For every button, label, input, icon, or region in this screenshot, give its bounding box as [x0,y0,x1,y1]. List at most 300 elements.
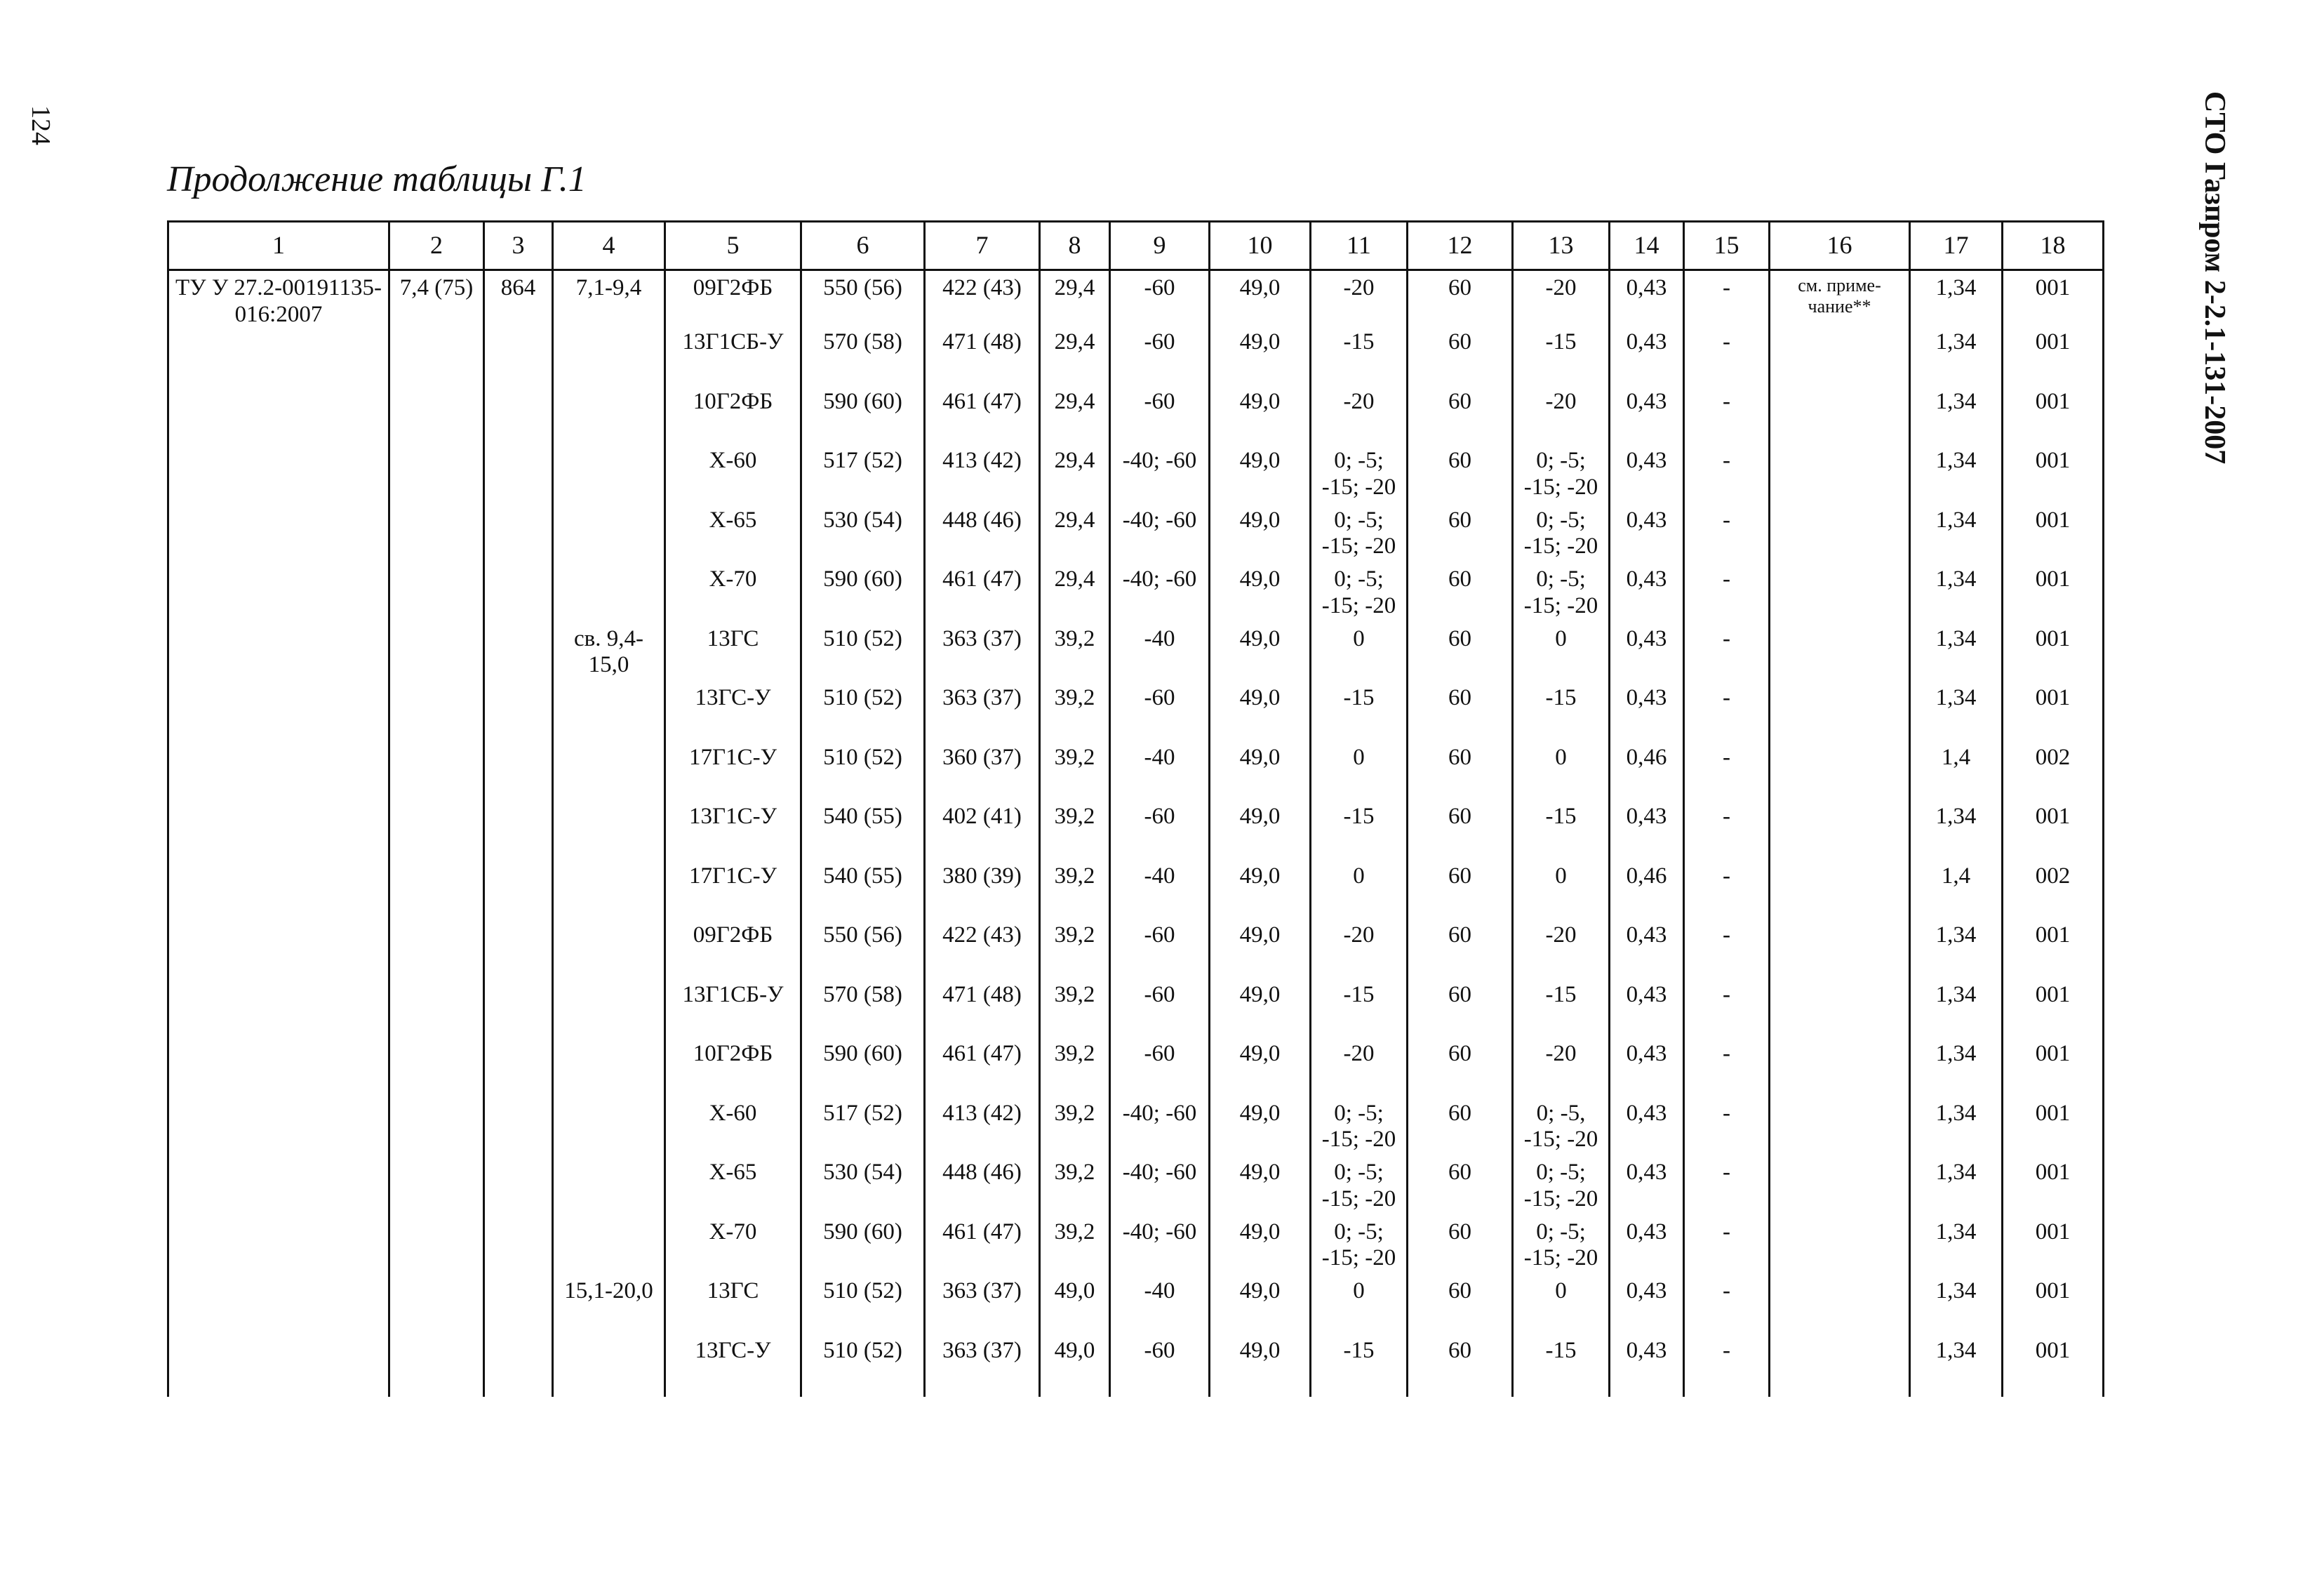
table-cell-col-1 [168,626,389,686]
table-cell-col-3 [484,863,553,923]
table-cell-col-11: -20 [1311,389,1408,449]
table-cell-col-13: -20 [1513,922,1610,982]
table-cell-col-13: -15 [1513,685,1610,745]
table-cell-col-10: 49,0 [1210,329,1311,389]
table-cell-col-17: 1,34 [1910,922,2003,982]
table-cell-col-9: -60 [1110,685,1210,745]
table-cell-col-6: 517 (52) [801,448,925,507]
table-cell-col-9: -60 [1110,270,1210,330]
table-cell-col-9: -60 [1110,922,1210,982]
table-cell-col-1 [168,745,389,804]
table-cell-col-16 [1770,863,1910,923]
table-cell-col-14: 0,43 [1610,1041,1684,1101]
table-cell-col-4 [553,922,665,982]
table-cell-col-8: 39,2 [1040,626,1110,686]
table-cell-col-3 [484,1160,553,1219]
table-row [168,1101,2104,1160]
table-cell-col-11: -15 [1311,804,1408,863]
column-header-6: 6 [801,222,925,270]
table-row [168,566,2104,626]
table-cell-col-18: 001 [2003,1338,2104,1398]
table-cell-col-12: 60 [1408,685,1513,745]
table-row [168,1160,2104,1219]
header-row [168,222,2104,270]
column-header-13: 13 [1513,222,1610,270]
table-cell-col-1 [168,1278,389,1338]
table-cell-col-1 [168,685,389,745]
table-cell-col-12: 60 [1408,389,1513,449]
table-cell-col-18: 001 [2003,566,2104,626]
table-cell-col-9: -40 [1110,745,1210,804]
table-cell-col-3 [484,389,553,449]
table-cell-col-14: 0,43 [1610,329,1684,389]
table-cell-col-15: - [1684,982,1770,1042]
column-header-14: 14 [1610,222,1684,270]
table-cell-col-16 [1770,1160,1910,1219]
table-cell-col-2 [389,566,484,626]
table-cell-col-5: 10Г2ФБ [665,1041,801,1101]
table-cell-col-1 [168,1041,389,1101]
table-cell-col-9: -40; -60 [1110,566,1210,626]
table-cell-col-5: Х-70 [665,1219,801,1279]
table-cell-col-13: -15 [1513,804,1610,863]
table-cell-col-10: 49,0 [1210,685,1311,745]
table-cell-col-16 [1770,745,1910,804]
table-cell-col-12: 60 [1408,270,1513,330]
table-cell-col-8: 39,2 [1040,1041,1110,1101]
table-cell-col-13: -20 [1513,389,1610,449]
table-cell-col-3 [484,1101,553,1160]
table-title: Продолжение таблицы Г.1 [167,159,587,199]
table-row [168,922,2104,982]
table-row [168,745,2104,804]
table-cell-col-12: 60 [1408,1160,1513,1219]
table-cell-col-4 [553,1101,665,1160]
table-cell-col-17: 1,34 [1910,507,2003,567]
table-cell-col-13: 0; -5; -15; -20 [1513,566,1610,626]
table-cell-col-8: 29,4 [1040,329,1110,389]
table-cell-col-1 [168,1160,389,1219]
table-cell-col-17: 1,34 [1910,270,2003,330]
table-cell-col-16 [1770,922,1910,982]
table-cell-col-3 [484,1041,553,1101]
table-cell-col-12: 60 [1408,329,1513,389]
table-cell-col-6: 540 (55) [801,804,925,863]
table-cell-col-2 [389,329,484,389]
table-cell-col-5: Х-65 [665,507,801,567]
table-cell-col-10: 49,0 [1210,1338,1311,1398]
table-cell-col-8: 49,0 [1040,1278,1110,1338]
table-cell-col-14: 0,43 [1610,270,1684,330]
table-cell-col-2 [389,1338,484,1398]
table-cell-col-1 [168,804,389,863]
table-cell-col-6: 530 (54) [801,1160,925,1219]
table-cell-col-5: Х-60 [665,448,801,507]
table-cell-col-2 [389,685,484,745]
table-cell-col-5: Х-70 [665,566,801,626]
table-cell-col-14: 0,43 [1610,1278,1684,1338]
table-cell-col-5: 13ГС [665,626,801,686]
table-cell-col-8: 39,2 [1040,1160,1110,1219]
table-cell-col-7: 402 (41) [925,804,1040,863]
table-cell-col-8: 29,4 [1040,270,1110,330]
data-table [167,220,2104,1397]
table-cell-col-18: 001 [2003,1160,2104,1219]
table-cell-col-12: 60 [1408,448,1513,507]
table-cell-col-11: 0; -5; -15; -20 [1311,1160,1408,1219]
table-cell-col-13: 0 [1513,745,1610,804]
table-cell-col-10: 49,0 [1210,507,1311,567]
table-cell-col-4 [553,329,665,389]
table-cell-col-4: 15,1-20,0 [553,1278,665,1338]
table-cell-col-17: 1,34 [1910,389,2003,449]
table-cell-col-4 [553,685,665,745]
table-cell-col-15: - [1684,626,1770,686]
table-cell-col-15: - [1684,685,1770,745]
table-row [168,270,2104,330]
table-cell-col-7: 380 (39) [925,863,1040,923]
table-cell-col-15: - [1684,1278,1770,1338]
table-cell-col-5: 13Г1СБ-У [665,329,801,389]
table-cell-col-18: 002 [2003,745,2104,804]
table-cell-col-14: 0,43 [1610,1338,1684,1398]
table-cell-col-2 [389,804,484,863]
table-cell-col-4 [553,448,665,507]
table-cell-col-18: 001 [2003,507,2104,567]
table-cell-col-4 [553,1338,665,1398]
table-cell-col-4 [553,566,665,626]
table-cell-col-15: - [1684,448,1770,507]
table-cell-col-15: - [1684,1101,1770,1160]
table-cell-col-5: 13ГС-У [665,685,801,745]
table-cell-col-15: - [1684,389,1770,449]
table-cell-col-16 [1770,507,1910,567]
table-cell-col-9: -40 [1110,1278,1210,1338]
table-cell-col-16 [1770,1278,1910,1338]
table-cell-col-7: 422 (43) [925,270,1040,330]
table-cell-col-17: 1,34 [1910,1101,2003,1160]
table-cell-col-14: 0,46 [1610,745,1684,804]
table-cell-col-16 [1770,1219,1910,1279]
table-cell-col-1 [168,863,389,923]
table-cell-col-2 [389,1101,484,1160]
table-cell-col-11: -20 [1311,922,1408,982]
table-row [168,1278,2104,1338]
table-cell-col-3 [484,745,553,804]
table-cell-col-8: 39,2 [1040,745,1110,804]
table-cell-col-18: 001 [2003,1041,2104,1101]
table-cell-col-8: 49,0 [1040,1338,1110,1398]
table-cell-col-6: 510 (52) [801,745,925,804]
table-cell-col-17: 1,4 [1910,745,2003,804]
table-cell-col-6: 530 (54) [801,507,925,567]
table-cell-col-17: 1,34 [1910,329,2003,389]
table-cell-col-4 [553,745,665,804]
table-cell-col-17: 1,34 [1910,1041,2003,1101]
table-cell-col-7: 448 (46) [925,1160,1040,1219]
table-cell-col-17: 1,34 [1910,1338,2003,1398]
table-cell-col-1: ТУ У 27.2-00191135-016:2007 [168,270,389,330]
table-cell-col-11: -20 [1311,270,1408,330]
table-cell-col-3 [484,1278,553,1338]
table-cell-col-12: 60 [1408,745,1513,804]
table-cell-col-8: 39,2 [1040,982,1110,1042]
table-cell-col-14: 0,43 [1610,1101,1684,1160]
table-cell-col-16 [1770,1041,1910,1101]
table-cell-col-7: 413 (42) [925,448,1040,507]
document-code: СТО Газпром 2-2.1-131-2007 [2198,91,2231,465]
column-header-12: 12 [1408,222,1513,270]
table-cell-col-8: 29,4 [1040,566,1110,626]
table-cell-col-4 [553,1219,665,1279]
table-cell-col-17: 1,34 [1910,626,2003,686]
table-cell-col-3 [484,1338,553,1398]
table-cell-col-8: 39,2 [1040,804,1110,863]
table-cell-col-8: 39,2 [1040,1219,1110,1279]
column-header-7: 7 [925,222,1040,270]
table-cell-col-1 [168,389,389,449]
table-cell-col-2 [389,922,484,982]
table-cell-col-11: 0 [1311,863,1408,923]
table-cell-col-5: 17Г1С-У [665,863,801,923]
table-cell-col-10: 49,0 [1210,1219,1311,1279]
table-cell-col-6: 590 (60) [801,1041,925,1101]
table-cell-col-8: 29,4 [1040,507,1110,567]
table-cell-col-15: - [1684,329,1770,389]
table-cell-col-1 [168,329,389,389]
table-cell-col-2 [389,1160,484,1219]
table-cell-col-17: 1,34 [1910,1160,2003,1219]
table-cell-col-18: 001 [2003,389,2104,449]
table-cell-col-11: -15 [1311,685,1408,745]
table-cell-col-13: -15 [1513,329,1610,389]
table-cell-col-6: 590 (60) [801,389,925,449]
table-cell-col-18: 001 [2003,685,2104,745]
table-cell-col-18: 001 [2003,1278,2104,1338]
table-cell-col-11: 0; -5; -15; -20 [1311,1219,1408,1279]
table-cell-col-15: - [1684,507,1770,567]
table-cell-col-5: 17Г1С-У [665,745,801,804]
column-header-5: 5 [665,222,801,270]
table-cell-col-17: 1,34 [1910,1278,2003,1338]
table-cell-col-13: 0 [1513,1278,1610,1338]
table-cell-col-17: 1,34 [1910,804,2003,863]
table-cell-col-16 [1770,329,1910,389]
table-cell-col-16 [1770,685,1910,745]
table-cell-col-10: 49,0 [1210,626,1311,686]
table-cell-col-10: 49,0 [1210,922,1311,982]
table-cell-col-14: 0,43 [1610,804,1684,863]
table-cell-col-7: 471 (48) [925,329,1040,389]
table-cell-col-12: 60 [1408,982,1513,1042]
table-cell-col-11: 0 [1311,1278,1408,1338]
table-cell-col-15: - [1684,1219,1770,1279]
table-cell-col-5: Х-65 [665,1160,801,1219]
table-cell-col-11: -15 [1311,1338,1408,1398]
table-cell-col-6: 510 (52) [801,626,925,686]
table-cell-col-18: 002 [2003,863,2104,923]
table-cell-col-10: 49,0 [1210,566,1311,626]
table-cell-col-8: 29,4 [1040,448,1110,507]
table-cell-col-7: 360 (37) [925,745,1040,804]
table-cell-col-3 [484,804,553,863]
table-cell-col-17: 1,34 [1910,566,2003,626]
table-cell-col-10: 49,0 [1210,804,1311,863]
table-cell-col-6: 570 (58) [801,982,925,1042]
table-cell-col-16: см. приме-чание** [1770,270,1910,330]
table-cell-col-2 [389,507,484,567]
table-cell-col-9: -60 [1110,1041,1210,1101]
table-cell-col-12: 60 [1408,1278,1513,1338]
table-cell-col-18: 001 [2003,922,2104,982]
table-cell-col-14: 0,43 [1610,389,1684,449]
table-cell-col-5: Х-60 [665,1101,801,1160]
column-header-17: 17 [1910,222,2003,270]
table-cell-col-1 [168,1219,389,1279]
table-cell-col-6: 590 (60) [801,566,925,626]
table-cell-col-12: 60 [1408,1041,1513,1101]
table-cell-col-2 [389,626,484,686]
page-number: 124 [26,105,55,145]
table-cell-col-11: 0 [1311,626,1408,686]
table-cell-col-7: 471 (48) [925,982,1040,1042]
column-header-9: 9 [1110,222,1210,270]
table-cell-col-10: 49,0 [1210,863,1311,923]
table-cell-col-9: -40 [1110,626,1210,686]
table-cell-col-1 [168,566,389,626]
table-cell-col-16 [1770,389,1910,449]
table-cell-col-14: 0,43 [1610,1160,1684,1219]
table-cell-col-10: 49,0 [1210,982,1311,1042]
table-cell-col-13: -20 [1513,1041,1610,1101]
table-row [168,1041,2104,1101]
table-row [168,507,2104,567]
table-row [168,626,2104,686]
table-cell-col-9: -40; -60 [1110,507,1210,567]
table-cell-col-13: -15 [1513,1338,1610,1398]
table-cell-col-14: 0,43 [1610,1219,1684,1279]
table-cell-col-18: 001 [2003,270,2104,330]
table-cell-col-3 [484,329,553,389]
table-cell-col-7: 363 (37) [925,626,1040,686]
table-cell-col-18: 001 [2003,448,2104,507]
table-cell-col-3: 864 [484,270,553,330]
table-cell-col-7: 363 (37) [925,685,1040,745]
column-header-16: 16 [1770,222,1910,270]
table-cell-col-12: 60 [1408,922,1513,982]
table-cell-col-10: 49,0 [1210,1041,1311,1101]
table-cell-col-12: 60 [1408,804,1513,863]
table-cell-col-12: 60 [1408,863,1513,923]
table-cell-col-1 [168,448,389,507]
table-row [168,448,2104,507]
table-cell-col-13: -15 [1513,982,1610,1042]
table-cell-col-17: 1,34 [1910,982,2003,1042]
table-cell-col-18: 001 [2003,1101,2104,1160]
table-cell-col-14: 0,43 [1610,448,1684,507]
table-cell-col-16 [1770,982,1910,1042]
table-cell-col-10: 49,0 [1210,1160,1311,1219]
table-cell-col-18: 001 [2003,982,2104,1042]
table-cell-col-6: 570 (58) [801,329,925,389]
table-cell-col-2: 7,4 (75) [389,270,484,330]
table-cell-col-3 [484,922,553,982]
table-cell-col-4 [553,804,665,863]
table-cell-col-5: 10Г2ФБ [665,389,801,449]
table-cell-col-9: -40 [1110,863,1210,923]
table-cell-col-3 [484,685,553,745]
table-cell-col-2 [389,389,484,449]
table-cell-col-4 [553,389,665,449]
table-cell-col-6: 550 (56) [801,270,925,330]
table-cell-col-15: - [1684,863,1770,923]
table-cell-col-9: -40; -60 [1110,1101,1210,1160]
table-cell-col-12: 60 [1408,1101,1513,1160]
table-cell-col-7: 422 (43) [925,922,1040,982]
table-cell-col-1 [168,1101,389,1160]
table-cell-col-13: 0; -5; -15; -20 [1513,1219,1610,1279]
table-cell-col-15: - [1684,270,1770,330]
table-cell-col-13: 0 [1513,626,1610,686]
table-cell-col-8: 39,2 [1040,922,1110,982]
table-cell-col-18: 001 [2003,804,2104,863]
table-cell-col-11: -15 [1311,329,1408,389]
table-cell-col-3 [484,448,553,507]
table-cell-col-8: 39,2 [1040,863,1110,923]
table-cell-col-5: 13ГС [665,1278,801,1338]
table-row [168,863,2104,923]
table-cell-col-3 [484,1219,553,1279]
table-cell-col-11: 0; -5; -15; -20 [1311,507,1408,567]
table-cell-col-1 [168,1338,389,1398]
table-cell-col-9: -40; -60 [1110,1160,1210,1219]
table-cell-col-14: 0,43 [1610,685,1684,745]
table-cell-col-7: 448 (46) [925,507,1040,567]
table-cell-col-7: 363 (37) [925,1338,1040,1398]
column-header-3: 3 [484,222,553,270]
table-cell-col-2 [389,982,484,1042]
table-cell-col-11: 0; -5; -15; -20 [1311,1101,1408,1160]
table-cell-col-18: 001 [2003,329,2104,389]
column-header-2: 2 [389,222,484,270]
table-cell-col-8: 29,4 [1040,389,1110,449]
table-row [168,804,2104,863]
table-cell-col-10: 49,0 [1210,745,1311,804]
table-cell-col-3 [484,626,553,686]
table-cell-col-6: 517 (52) [801,1101,925,1160]
table-cell-col-8: 39,2 [1040,685,1110,745]
table-cell-col-4 [553,1160,665,1219]
table-cell-col-10: 49,0 [1210,389,1311,449]
table-cell-col-10: 49,0 [1210,270,1311,330]
table-cell-col-12: 60 [1408,1219,1513,1279]
table-cell-col-1 [168,507,389,567]
table-cell-col-14: 0,43 [1610,626,1684,686]
table-cell-col-2 [389,863,484,923]
column-header-11: 11 [1311,222,1408,270]
table-cell-col-15: - [1684,1041,1770,1101]
table-cell-col-9: -60 [1110,1338,1210,1398]
table-cell-col-10: 49,0 [1210,1101,1311,1160]
table-cell-col-16 [1770,626,1910,686]
table-cell-col-15: - [1684,804,1770,863]
table-cell-col-16 [1770,448,1910,507]
table-cell-col-9: -40; -60 [1110,448,1210,507]
table-cell-col-15: - [1684,566,1770,626]
table-cell-col-14: 0,43 [1610,566,1684,626]
table-cell-col-11: -15 [1311,982,1408,1042]
table-cell-col-5: 13Г1СБ-У [665,982,801,1042]
